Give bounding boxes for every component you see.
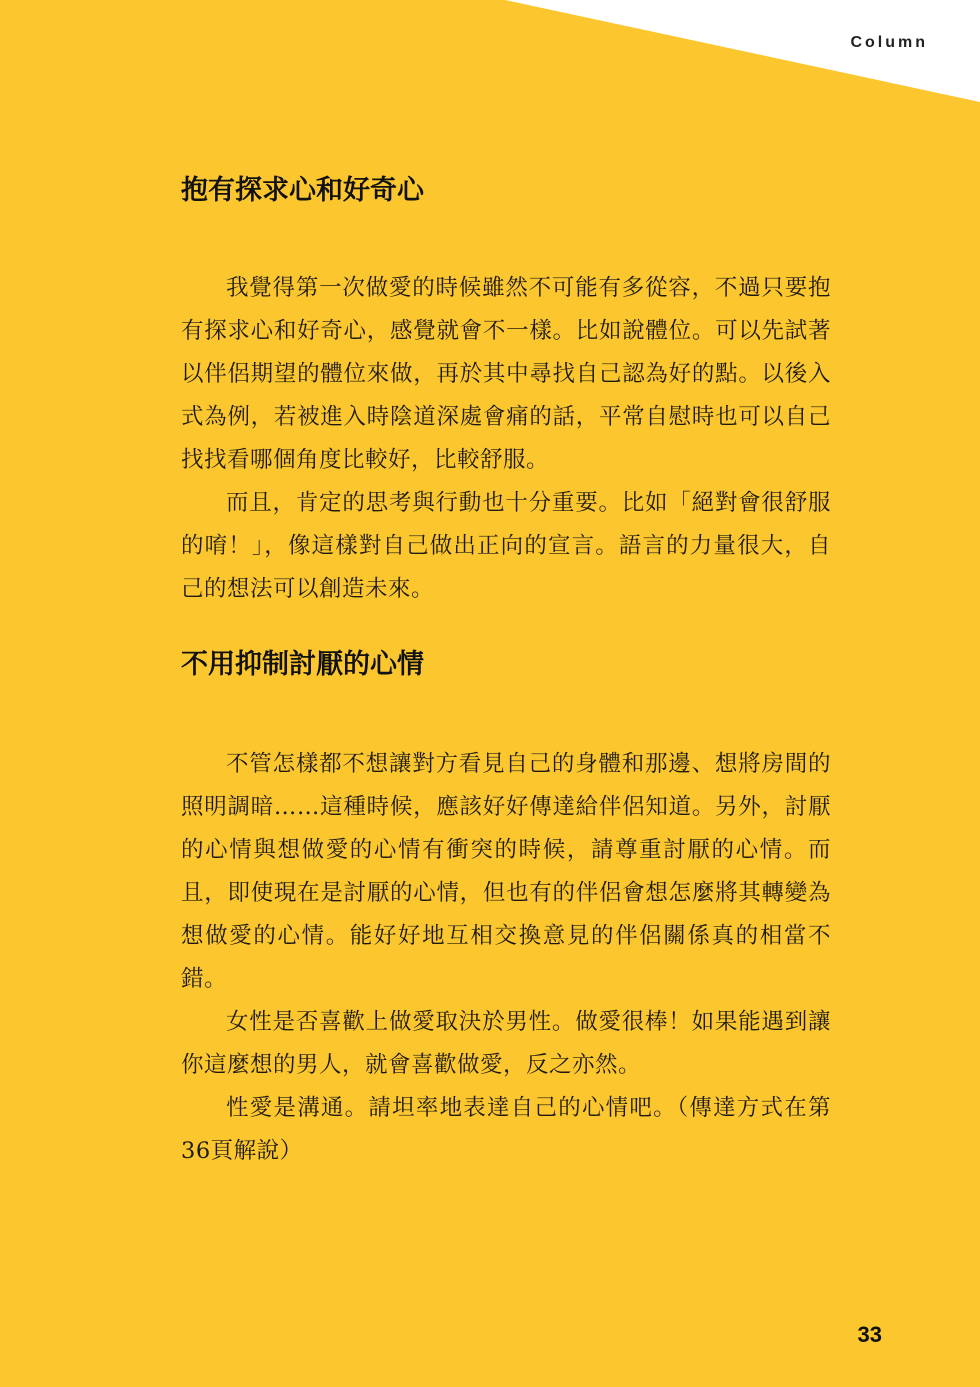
- section-heading: 不用抑制討厭的心情: [181, 649, 424, 680]
- section-body: [181, 743, 831, 1173]
- section-dislike-feelings: [181, 649, 831, 1173]
- section-heading: 抱有探求心和好奇心: [181, 175, 424, 206]
- paragraph: 女性是否喜歡上做愛取決於男性。做愛很棒！如果能遇到讓你這麼想的男人，就會喜歡做愛，反之亦然。: [181, 1009, 831, 1079]
- section-body: [181, 267, 831, 611]
- white-corner-shape: [0, 0, 980, 110]
- paragraph: 不管怎樣都不想讓對方看見自己的身體和那邊、想將房間的照明調暗……這種時候，應該好好傳達給伴侶知道。另外，討厭的心情與想做愛的心情有衝突的時候，請尊重討厭的心情。而且，即使現在是討厭的心情，但也有的伴侶會想怎麼將其轉變為想做愛的心情。能好好地互相交換意見的伴侶關係真的相當不錯。: [181, 751, 831, 993]
- paragraph: 我覺得第一次做愛的時候雖然不可能有多從容，不過只要抱有探求心和好奇心，感覺就會不一樣。比如說體位。可以先試著以伴侶期望的體位來做，再於其中尋找自己認為好的點。以後入式為例，若被進入時陰道深處會痛的話，平常自慰時也可以自己找找看哪個角度比較好，比較舒服。: [181, 275, 831, 474]
- paragraph: 性愛是溝通。請坦率地表達自己的心情吧。（傳達方式在第36頁解說）: [181, 1095, 831, 1165]
- page-number: 33: [857, 1322, 882, 1347]
- paragraph: 而且，肯定的思考與行動也十分重要。比如「絕對會很舒服的唷！」，像這樣對自己做出正向的宣言。語言的力量很大，自己的想法可以創造未來。: [181, 490, 831, 603]
- section-curiosity: [181, 175, 831, 611]
- column-label: Column: [850, 34, 928, 51]
